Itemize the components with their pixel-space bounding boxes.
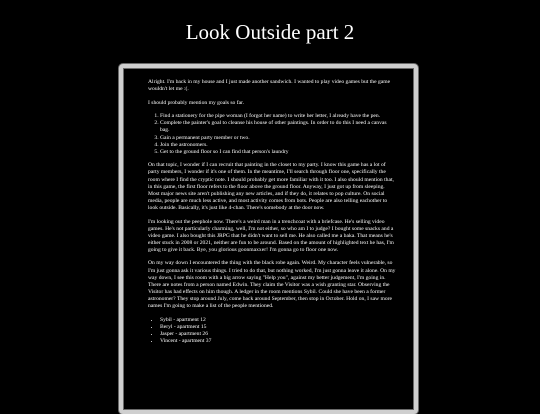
goal-item: 2. Complete the painter's goal to cleanse his house of other paintings. In order to do this I need a canvas bag. <box>160 120 396 134</box>
goal-item: 5. Get to the ground floor so I can find that person's laundry <box>160 149 396 156</box>
goal-item: 4. Join the astronomers. <box>160 142 396 149</box>
robe-paragraph: On my way down I encountered the thing with the black robe again. Weird. My character feels vulnerable, so I'm just gonna ask it various things. I tried to do that, but nothing worked, I'm just gonna leave it alone. On my way down, I see this room with a big arrow saying "Help you", against my better judgement, I'm going in. There are notes from a person named Edwin. They claim the Visitor was a wish granting star. Observing the Visitor has had effects on him though. A ledger in the room mentions Sybil. Could she have been a former astronomer? They stop around July, come back around September, then stop in October. Hold on, I saw more names I'm going to make a list of the people mentioned. <box>148 260 396 310</box>
goals-list <box>148 113 396 156</box>
intro-paragraph: Alright. I'm back in my house and I just made another sandwich. I wanted to play video games but the game wouldn't let me :(. <box>148 79 391 93</box>
person-item: • Vincent - apartment 37 <box>160 338 396 345</box>
post-frame <box>119 64 418 414</box>
goal-item: 3. Gain a permanent party member or two. <box>160 135 396 142</box>
party-paragraph: On that topic, I wonder if I can recruit that painting in the closet to my party. I know this game has a lot of party members, I wonder if it's one of them. In the meantime, I'll search through floor one, specifically the room where I find the cryptic note. I should probably get more familiar with it too. I also should mention that, in this game, the first floor refers to the floor above the ground floor. Anyway, I just got up from sleeping. Most major news site aren't publishing any new articles, and if they do, it relates to pop culture. On social media, people are much less active, and most activity comes from bots. People are also telling eachother to look outside. Basically, it's just like 4-chan. There's somebody at the door now. <box>148 162 394 211</box>
goal-item: 1. Find a stationery for the pipe woman (I forgot her name) to write her letter, I already have the pen. <box>160 113 396 120</box>
goals-lead: I should probably mention my goals so far. <box>148 99 245 106</box>
peephole-paragraph: I'm looking out the peephole now. There's a weird man in a trenchcoat with a briefcase. He's selling video games. He's not particularly charming, well, I'm not either, so who am I to judge? I bought some snacks and a video game. I also bought this JRPG that he didn't want to sell me. He also called me a baka. That means he's either stuck in 2008 or 2021, neither are fun to be around. Based on the amount of highlighted text he has, I'm going to give it back. Bye, you glorious goonmaxxer! I'm gonna go to floor one now. <box>148 218 394 253</box>
person-item: • Beryl - apartment 15 <box>160 324 396 331</box>
post-body <box>148 79 396 345</box>
person-item: • Sybil - apartment 12 <box>160 317 396 324</box>
people-list <box>148 317 396 345</box>
person-item: • Jasper - apartment 26 <box>160 331 396 338</box>
page-title: Look Outside part 2 <box>185 20 355 44</box>
